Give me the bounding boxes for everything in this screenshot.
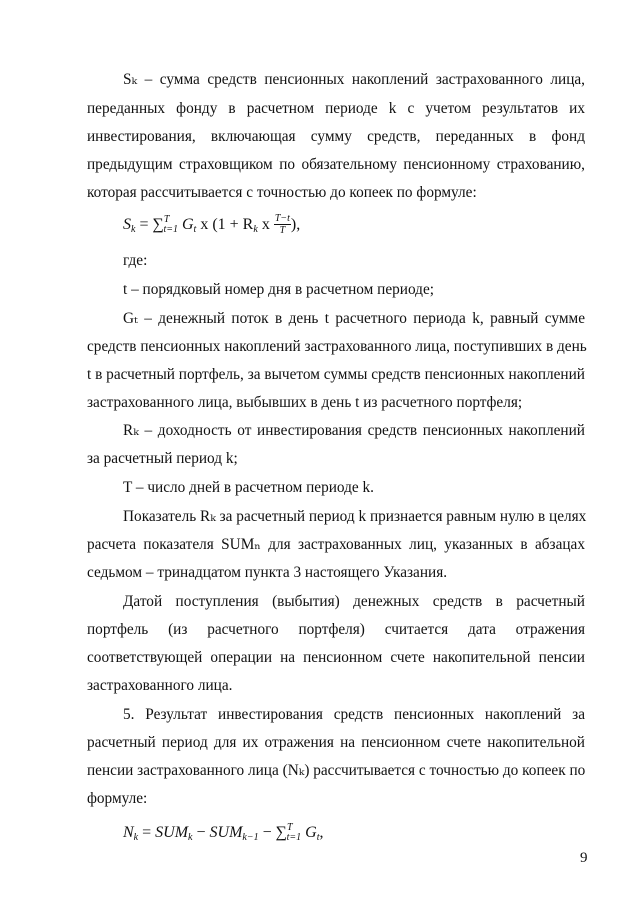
text-line: где:	[123, 252, 148, 269]
text-line: которая рассчитывается с точностью до копеек по формуле:	[87, 184, 477, 201]
text-line: t – порядковый номер дня в расчетном периоде;	[123, 281, 435, 298]
formula-symbol: S	[123, 216, 131, 233]
text-line: пенсии застрахованного лица (Nₖ) рассчитывается с точностью до копеек по	[87, 762, 586, 779]
sum-symbol: ∑	[152, 216, 164, 233]
page-number: 9	[580, 850, 588, 866]
text-line: Показатель Rₖ за расчетный период k признается равным нулю в целях	[123, 508, 587, 525]
formula-operator: x	[257, 216, 274, 233]
formula-operator: −	[192, 824, 210, 841]
text-line: застрахованного лица.	[87, 677, 233, 694]
sum-symbol: ∑	[275, 824, 288, 841]
formula-nk	[123, 822, 323, 843]
formula-symbol: SUM	[209, 824, 243, 841]
formula-operator: −	[258, 824, 276, 841]
formula-superscript: T	[287, 822, 293, 833]
formula-sk	[123, 213, 300, 236]
text-line: Gₜ – денежный поток в день t расчетного периода k, равный сумме	[123, 310, 585, 327]
text-line: расчетный период для их отражения на пенсионном счете накопительной	[87, 734, 585, 751]
formula-symbol: SUM	[155, 824, 189, 841]
formula-operator: =	[138, 824, 156, 841]
fraction-numerator: T−t	[274, 213, 290, 224]
text-line: средств пенсионных накоплений застрахованного лица, поступивших в день	[87, 338, 587, 355]
text-line: расчета показателя SUMₙ для застрахованных лиц, указанных в абзацах	[87, 536, 585, 553]
text-line: формуле:	[87, 790, 148, 807]
formula-symbol: G	[301, 824, 317, 841]
formula-subscript: t=1	[286, 832, 302, 843]
text-line: предыдущим страховщиком по обязательному пенсионному страхованию,	[87, 156, 585, 173]
text-line: застрахованного лица, выбывших в день t из расчетного портфеля;	[87, 394, 523, 411]
formula-subscript: k	[188, 832, 193, 843]
text-line: переданных фонду в расчетном периоде k с учетом результатов их	[87, 100, 585, 117]
formula-subscript: t=1	[163, 224, 178, 235]
fraction-denominator: T	[279, 225, 286, 236]
formula-fraction	[274, 213, 291, 236]
formula-operator: x (1 + R	[196, 216, 254, 233]
text-line: Sₖ – сумма средств пенсионных накоплений застрахованного лица,	[123, 71, 585, 88]
formula-operator: ,	[319, 824, 324, 841]
formula-subscript: k	[133, 832, 139, 843]
text-line: T – число дней в расчетном периоде k.	[123, 479, 374, 496]
text-line: за расчетный период k;	[87, 450, 238, 467]
text-line: соответствующей операции на пенсионном счете накопительной пенсии	[87, 649, 585, 666]
text-line: t в расчетный портфель, за вычетом суммы средств пенсионных накоплений	[87, 366, 585, 383]
formula-subscript: k−1	[242, 832, 259, 843]
formula-subscript: t	[193, 224, 197, 235]
text-line: портфель (из расчетного портфеля) считается дата отражения	[87, 621, 585, 638]
formula-symbol: N	[123, 824, 134, 841]
text-line: 5. Результат инвестирования средств пенсионных накоплений за	[123, 706, 585, 723]
formula-symbol: G	[177, 216, 194, 233]
text-line: седьмом – тринадцатом пункта 3 настоящего Указания.	[87, 564, 448, 581]
formula-subscript: k	[131, 224, 136, 235]
formula-superscript: T	[163, 214, 170, 225]
formula-operator: =	[135, 216, 153, 233]
formula-subscript: k	[253, 224, 258, 235]
text-line: инвестирования, включающая сумму средств, переданных в фонд	[87, 128, 585, 145]
text-line: Rₖ – доходность от инвестирования средств пенсионных накоплений	[123, 422, 585, 439]
formula-subscript: t	[316, 832, 320, 843]
text-line: Датой поступления (выбытия) денежных средств в расчетный	[123, 593, 585, 610]
formula-operator: ),	[290, 216, 301, 233]
